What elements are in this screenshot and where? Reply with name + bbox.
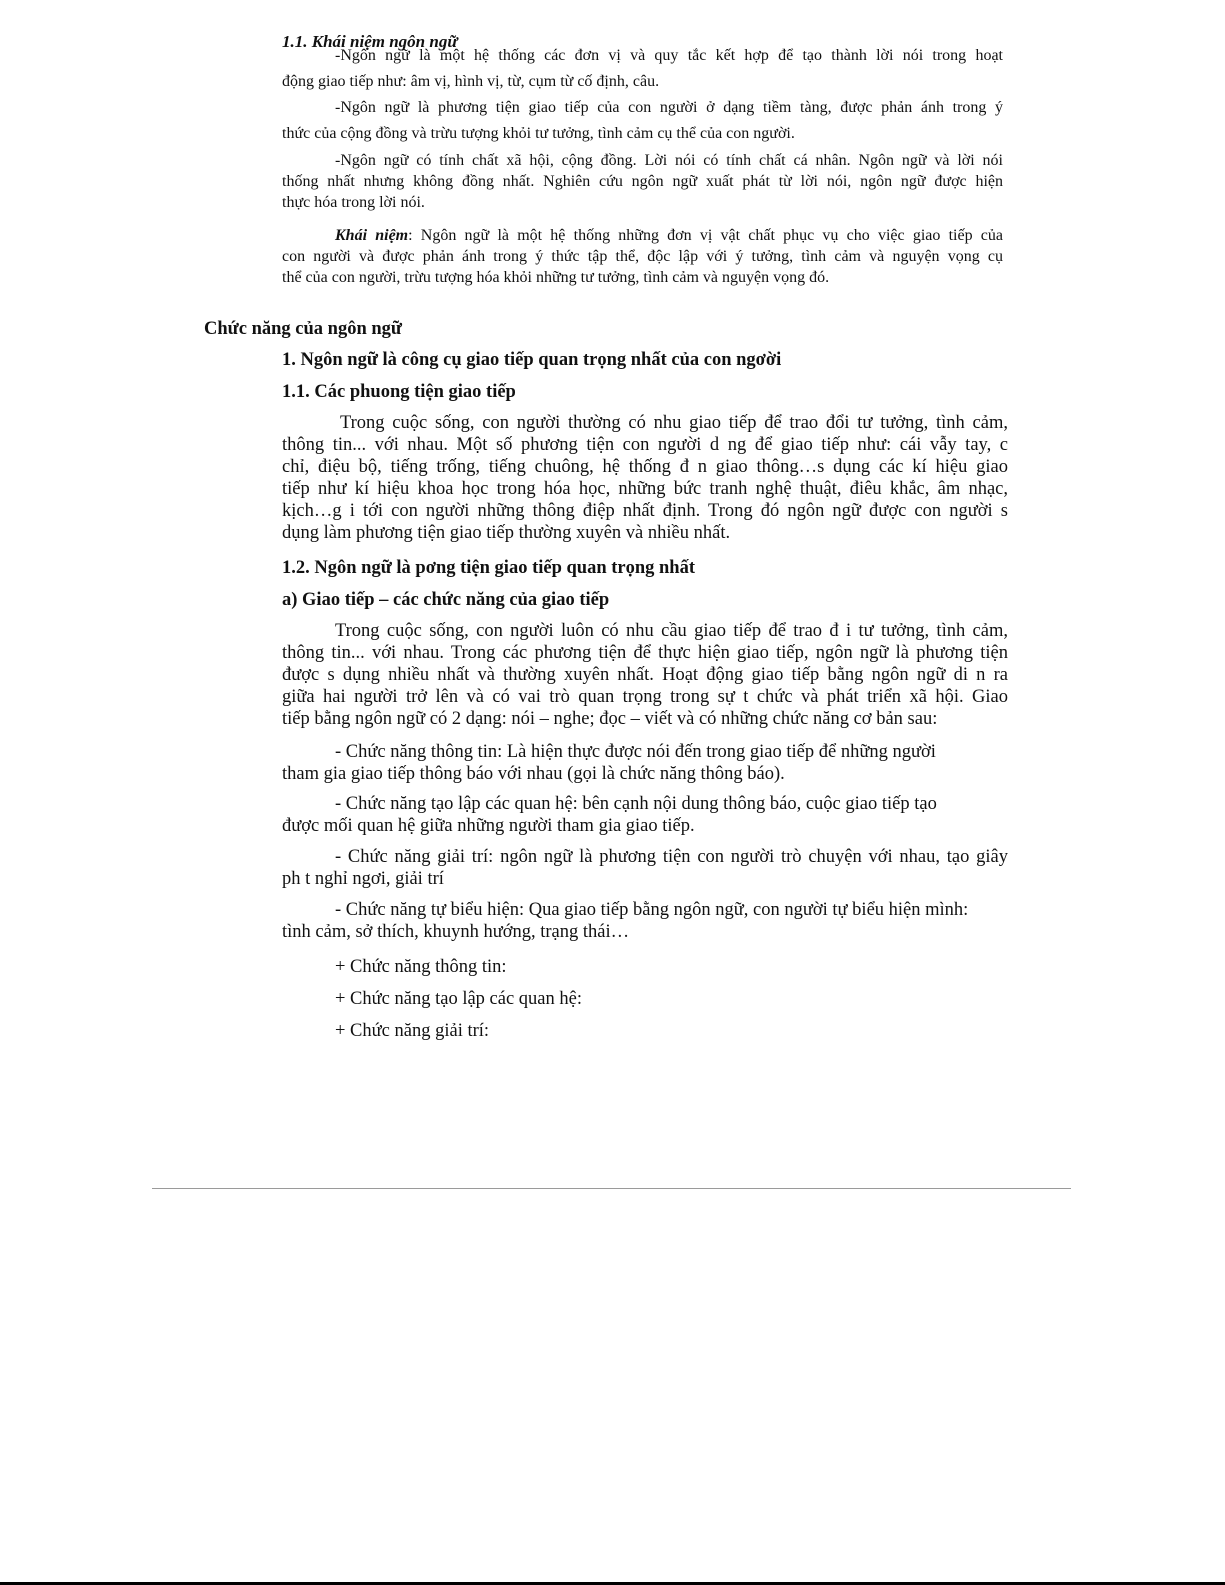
heading-1: 1. Ngôn ngữ là công cụ giao tiếp quan trọng nhất của con ngơời — [282, 350, 782, 370]
line — [282, 225, 1003, 246]
line: - Chức năng tự biểu hiện: Qua giao tiếp bằng ngôn ngữ, con người tự biểu hiện mình: — [335, 900, 969, 920]
line: -Ngôn ngữ có tính chất xã hội, cộng đồng. Lời nói có tính chất cá nhân. Ngôn ngữ và lời nói — [335, 152, 1003, 169]
heading-1-1: 1.1. Khái niệm ngôn ngữ — [282, 32, 458, 51]
para-1-1-a — [282, 45, 1003, 66]
line: tiếp bằng ngôn ngữ có 2 dạng: nói – nghe; đọc – viết và có những chức năng cơ bản sau: — [282, 709, 938, 729]
plus-item-1: + Chức năng thông tin: — [335, 957, 507, 977]
line: giữa hai người trở lên và có vai trò quan trọng trong sự t chức và phát triển xã hội. Giao — [282, 687, 1008, 707]
horizontal-rule — [152, 1188, 1071, 1189]
line: kịch…g i tới con người những thông điệp nhất định. Trong đó ngôn ngữ được con người s — [282, 501, 1008, 521]
heading-a: a) Giao tiếp – các chức năng của giao tiếp — [282, 590, 610, 610]
definition-label: Khái niệm — [335, 227, 409, 244]
line: -Ngôn ngữ là phương tiện giao tiếp của con người ở dạng tiềm tàng, được phản ánh trong ý — [335, 99, 1003, 116]
line: Trong cuộc sống, con người thường có nhu giao tiếp để trao đổi tư tưởng, tình cảm, — [340, 413, 1008, 433]
function-entertainment — [282, 846, 1008, 890]
para-1-1-a2: động giao tiếp như: âm vị, hình vị, từ, cụm từ cố định, câu. — [282, 73, 660, 90]
line: con người và được phản ánh trong ý thức tập thể, độc lập với ý tưởng, tình cảm và nguyện vọng cụ — [282, 248, 1003, 265]
function-self-expression — [282, 899, 968, 943]
para-a-body — [282, 620, 1008, 730]
heading-1-2: 1.2. Ngôn ngữ là pơng tiện giao tiếp quan trọng nhất — [282, 558, 696, 578]
function-relations — [282, 793, 937, 837]
line: thực hóa trong lời nói. — [282, 194, 425, 211]
line: được s dụng nhiều nhất và thường xuyên nhất. Hoạt động giao tiếp bằng ngôn ngữ di n ra — [282, 665, 1008, 685]
line: - Chức năng giải trí: ngôn ngữ là phương tiện con người trò chuyện với nhau, tạo giây — [335, 847, 1008, 867]
line: chỉ, điệu bộ, tiếng trống, tiếng chuông, hệ thống đ n giao thông…s dụng các kí hiệu giao — [282, 457, 1008, 477]
line: Trong cuộc sống, con người luôn có nhu cầu giao tiếp để trao đ i tư tưởng, tình cảm, — [335, 621, 1008, 641]
plus-item-3: + Chức năng giải trí: — [335, 1021, 490, 1041]
para-1-1-body — [282, 412, 1008, 544]
definition-text: : Ngôn ngữ là một hệ thống những đơn vị vật chất phục vụ cho việc giao tiếp của — [408, 227, 1003, 244]
line: tham gia giao tiếp thông báo với nhau (gọi là chức năng thông báo). — [282, 764, 785, 784]
line: thông tin... với nhau. Trong các phương tiện để thực hiện giao tiếp, ngôn ngữ là phương tiện — [282, 643, 1008, 663]
line: thông tin... với nhau. Một số phương tiện con người d ng để giao tiếp như: cái vẫy tay, c — [282, 435, 1008, 455]
line: thống nhất nhưng không đồng nhất. Nghiên cứu ngôn ngữ xuất phát từ lời nói, ngôn ngữ được hiện — [282, 173, 1003, 190]
line: thể của con người, trừu tượng hóa khỏi những tư tưởng, tình cảm và nguyện vọng đó. — [282, 269, 830, 286]
line: - Chức năng tạo lập các quan hệ: bên cạnh nội dung thông báo, cuộc giao tiếp tạo — [335, 794, 937, 814]
para-1-1-b — [282, 97, 1003, 118]
para-1-1-b2: thức của cộng đồng và trừu tượng khỏi tư tưởng, tình cảm cụ thể của con người. — [282, 125, 795, 142]
definition — [282, 225, 1003, 288]
para-1-1-c — [282, 150, 1003, 213]
heading-1-1b: 1.1. Các phuong tiện giao tiếp — [282, 382, 516, 402]
plus-item-2: + Chức năng tạo lập các quan hệ: — [335, 989, 582, 1009]
line: - Chức năng thông tin: Là hiện thực được nói đến trong giao tiếp để những người — [335, 742, 936, 762]
line: ph t nghỉ ngơi, giải trí — [282, 869, 444, 889]
line: -Ngôn ngữ là một hệ thống các đơn vị và quy tắc kết hợp để tạo thành lời nói trong hoạt — [335, 47, 1003, 64]
line: dụng làm phương tiện giao tiếp thường xuyên và nhiều nhất. — [282, 523, 731, 543]
function-info — [282, 741, 936, 785]
line: tình cảm, sở thích, khuynh hướng, trạng thái… — [282, 922, 630, 942]
line: được mối quan hệ giữa những người tham gia giao tiếp. — [282, 816, 695, 836]
line: tiếp như kí hiệu khoa học trong hóa học, những bức tranh nghệ thuật, điêu khắc, âm nhạc, — [282, 479, 1008, 499]
main-heading: Chức năng của ngôn ngữ — [204, 319, 403, 339]
